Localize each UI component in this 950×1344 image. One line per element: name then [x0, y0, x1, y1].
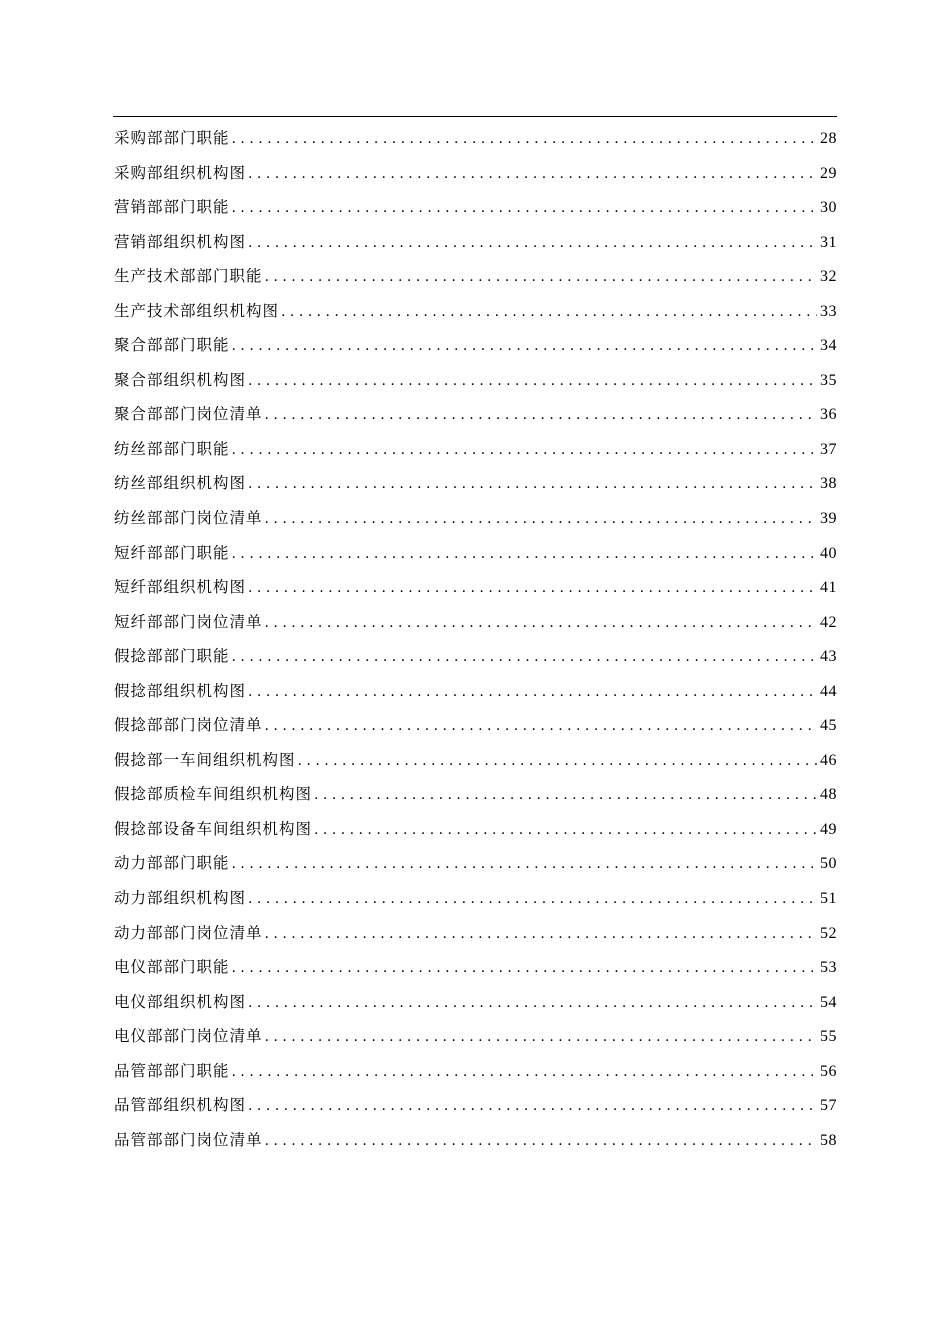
toc-entry-page: 28 — [820, 130, 837, 147]
toc-leader-dots — [230, 847, 817, 881]
toc-entry[interactable] — [114, 985, 837, 1020]
toc-leader-dots — [296, 744, 817, 778]
toc-entry-title: 假捻部部门岗位清单 — [114, 716, 263, 735]
toc-entry-page: 51 — [820, 890, 837, 908]
toc-entry[interactable] — [114, 708, 837, 743]
toc-entry-page: 56 — [820, 1062, 837, 1080]
toc-leader-dots — [312, 778, 817, 812]
toc-entry-page: 57 — [820, 1097, 837, 1115]
toc-entry[interactable] — [114, 743, 837, 778]
toc-entry[interactable] — [114, 777, 837, 812]
toc-entry-page: 36 — [820, 406, 837, 424]
toc-entry-title: 采购部部门职能 — [114, 129, 230, 147]
toc-leader-dots — [230, 122, 817, 156]
toc-entry-title: 短纤部部门岗位清单 — [114, 612, 263, 631]
toc-entry-title: 纺丝部部门岗位清单 — [114, 509, 263, 528]
toc-entry[interactable] — [114, 570, 837, 605]
toc-leader-dots — [230, 640, 817, 674]
toc-entry[interactable] — [114, 536, 837, 571]
toc-entry[interactable] — [114, 294, 837, 329]
toc-entry-page: 38 — [820, 475, 837, 493]
toc-entry[interactable] — [114, 1019, 837, 1054]
toc-entry[interactable] — [114, 259, 837, 294]
toc-entry-title: 生产技术部部门职能 — [114, 267, 263, 286]
toc-entry[interactable] — [114, 846, 837, 881]
toc-entry[interactable] — [114, 881, 837, 916]
toc-leader-dots — [230, 191, 817, 225]
toc-entry[interactable] — [114, 121, 837, 156]
toc-leader-dots — [263, 606, 817, 640]
toc-leader-dots — [263, 1124, 817, 1158]
toc-entry-page: 29 — [820, 164, 837, 182]
toc-leader-dots — [312, 813, 817, 847]
toc-entry-page: 49 — [820, 820, 837, 838]
toc-entry-title: 纺丝部部门职能 — [114, 439, 230, 458]
toc-leader-dots — [263, 502, 817, 536]
toc-entry-title: 短纤部组织机构图 — [114, 578, 247, 597]
toc-entry[interactable] — [114, 1123, 837, 1158]
toc-entry-page: 40 — [820, 544, 837, 562]
toc-entry-title: 生产技术部组织机构图 — [114, 301, 280, 320]
toc-entry-page: 52 — [820, 924, 837, 942]
toc-entry-page: 34 — [820, 337, 837, 355]
toc-entry-page: 32 — [820, 268, 837, 286]
toc-entry-page: 42 — [820, 613, 837, 631]
toc-entry-title: 聚合部组织机构图 — [114, 370, 247, 389]
toc-leader-dots — [230, 433, 817, 467]
toc-entry-title: 品管部部门职能 — [114, 1061, 230, 1080]
toc-leader-dots — [246, 882, 817, 916]
toc-entry[interactable] — [114, 674, 837, 709]
toc-entry-title: 假捻部组织机构图 — [114, 681, 247, 700]
header-rule — [113, 116, 837, 117]
toc-entry[interactable] — [114, 363, 837, 398]
toc-leader-dots — [230, 329, 817, 363]
toc-entry[interactable] — [114, 190, 837, 225]
toc-entry-page: 33 — [820, 302, 837, 320]
toc-entry-title: 电仪部部门岗位清单 — [114, 1027, 263, 1046]
toc-entry-title: 品管部部门岗位清单 — [114, 1130, 263, 1149]
toc-leader-dots — [279, 295, 817, 329]
toc-entry[interactable] — [114, 605, 837, 640]
toc-entry-title: 动力部组织机构图 — [114, 889, 247, 908]
toc-entry-title: 电仪部组织机构图 — [114, 992, 247, 1011]
toc-entry[interactable] — [114, 466, 837, 501]
toc-leader-dots — [230, 537, 817, 571]
toc-entry[interactable] — [114, 1088, 837, 1123]
toc-entry[interactable] — [114, 328, 837, 363]
toc-entry-page: 46 — [820, 751, 837, 769]
toc-entry[interactable] — [114, 916, 837, 951]
toc-entry-title: 假捻部部门职能 — [114, 647, 230, 666]
toc-entry-title: 纺丝部组织机构图 — [114, 474, 247, 493]
toc-leader-dots — [263, 917, 817, 951]
toc-leader-dots — [246, 467, 817, 501]
toc-entry-title: 营销部组织机构图 — [114, 232, 247, 251]
toc-entry-page: 53 — [820, 959, 837, 977]
toc-entry[interactable] — [114, 225, 837, 260]
toc-entry-page: 45 — [820, 717, 837, 735]
toc-entry-title: 短纤部部门职能 — [114, 543, 230, 562]
toc-entry-title: 假捻部质检车间组织机构图 — [114, 785, 313, 804]
toc-leader-dots — [230, 1055, 817, 1089]
toc-entry-title: 假捻部设备车间组织机构图 — [114, 819, 313, 838]
toc-leader-dots — [263, 1020, 817, 1054]
toc-entry-page: 43 — [820, 648, 837, 666]
toc-entry-title: 动力部部门岗位清单 — [114, 923, 263, 942]
toc-entry-title: 聚合部部门职能 — [114, 336, 230, 355]
toc-entry-page: 58 — [820, 1131, 837, 1149]
toc-entry-page: 48 — [820, 786, 837, 804]
toc-entry-title: 品管部组织机构图 — [114, 1096, 247, 1115]
toc-entry[interactable] — [114, 639, 837, 674]
toc-entry[interactable] — [114, 397, 837, 432]
toc-entry-page: 31 — [820, 233, 837, 251]
toc-leader-dots — [246, 571, 817, 605]
toc-entry-page: 50 — [820, 855, 837, 873]
toc-entry-page: 44 — [820, 682, 837, 700]
toc-entry[interactable] — [114, 812, 837, 847]
toc-leader-dots — [246, 986, 817, 1020]
toc-entry-page: 37 — [820, 440, 837, 458]
toc-leader-dots — [263, 398, 817, 432]
toc-leader-dots — [246, 157, 817, 191]
toc-entry-title: 动力部部门职能 — [114, 854, 230, 873]
toc-entry[interactable] — [114, 1054, 837, 1089]
toc-entry-title: 采购部组织机构图 — [114, 163, 247, 182]
toc-entry[interactable] — [114, 950, 837, 985]
toc-entry-title: 假捻部一车间组织机构图 — [114, 750, 296, 769]
toc-entry-page: 39 — [820, 510, 837, 528]
toc-leader-dots — [230, 951, 817, 985]
toc-leader-dots — [246, 226, 817, 260]
toc-leader-dots — [263, 709, 817, 743]
toc-leader-dots — [246, 364, 817, 398]
toc-entry-page: 41 — [820, 579, 837, 597]
toc-entry-title: 电仪部部门职能 — [114, 958, 230, 977]
toc-entry-page: 35 — [820, 371, 837, 389]
toc-leader-dots — [246, 675, 817, 709]
toc-entry-page: 54 — [820, 993, 837, 1011]
toc-entry[interactable] — [114, 501, 837, 536]
toc-entry[interactable] — [114, 432, 837, 467]
table-of-contents — [114, 121, 837, 1157]
toc-leader-dots — [263, 260, 817, 294]
toc-entry-title: 营销部部门职能 — [114, 198, 230, 217]
toc-entry-title: 聚合部部门岗位清单 — [114, 405, 263, 424]
toc-entry-page: 30 — [820, 199, 837, 217]
toc-entry[interactable] — [114, 156, 837, 191]
toc-entry-page: 55 — [820, 1028, 837, 1046]
toc-leader-dots — [246, 1089, 817, 1123]
